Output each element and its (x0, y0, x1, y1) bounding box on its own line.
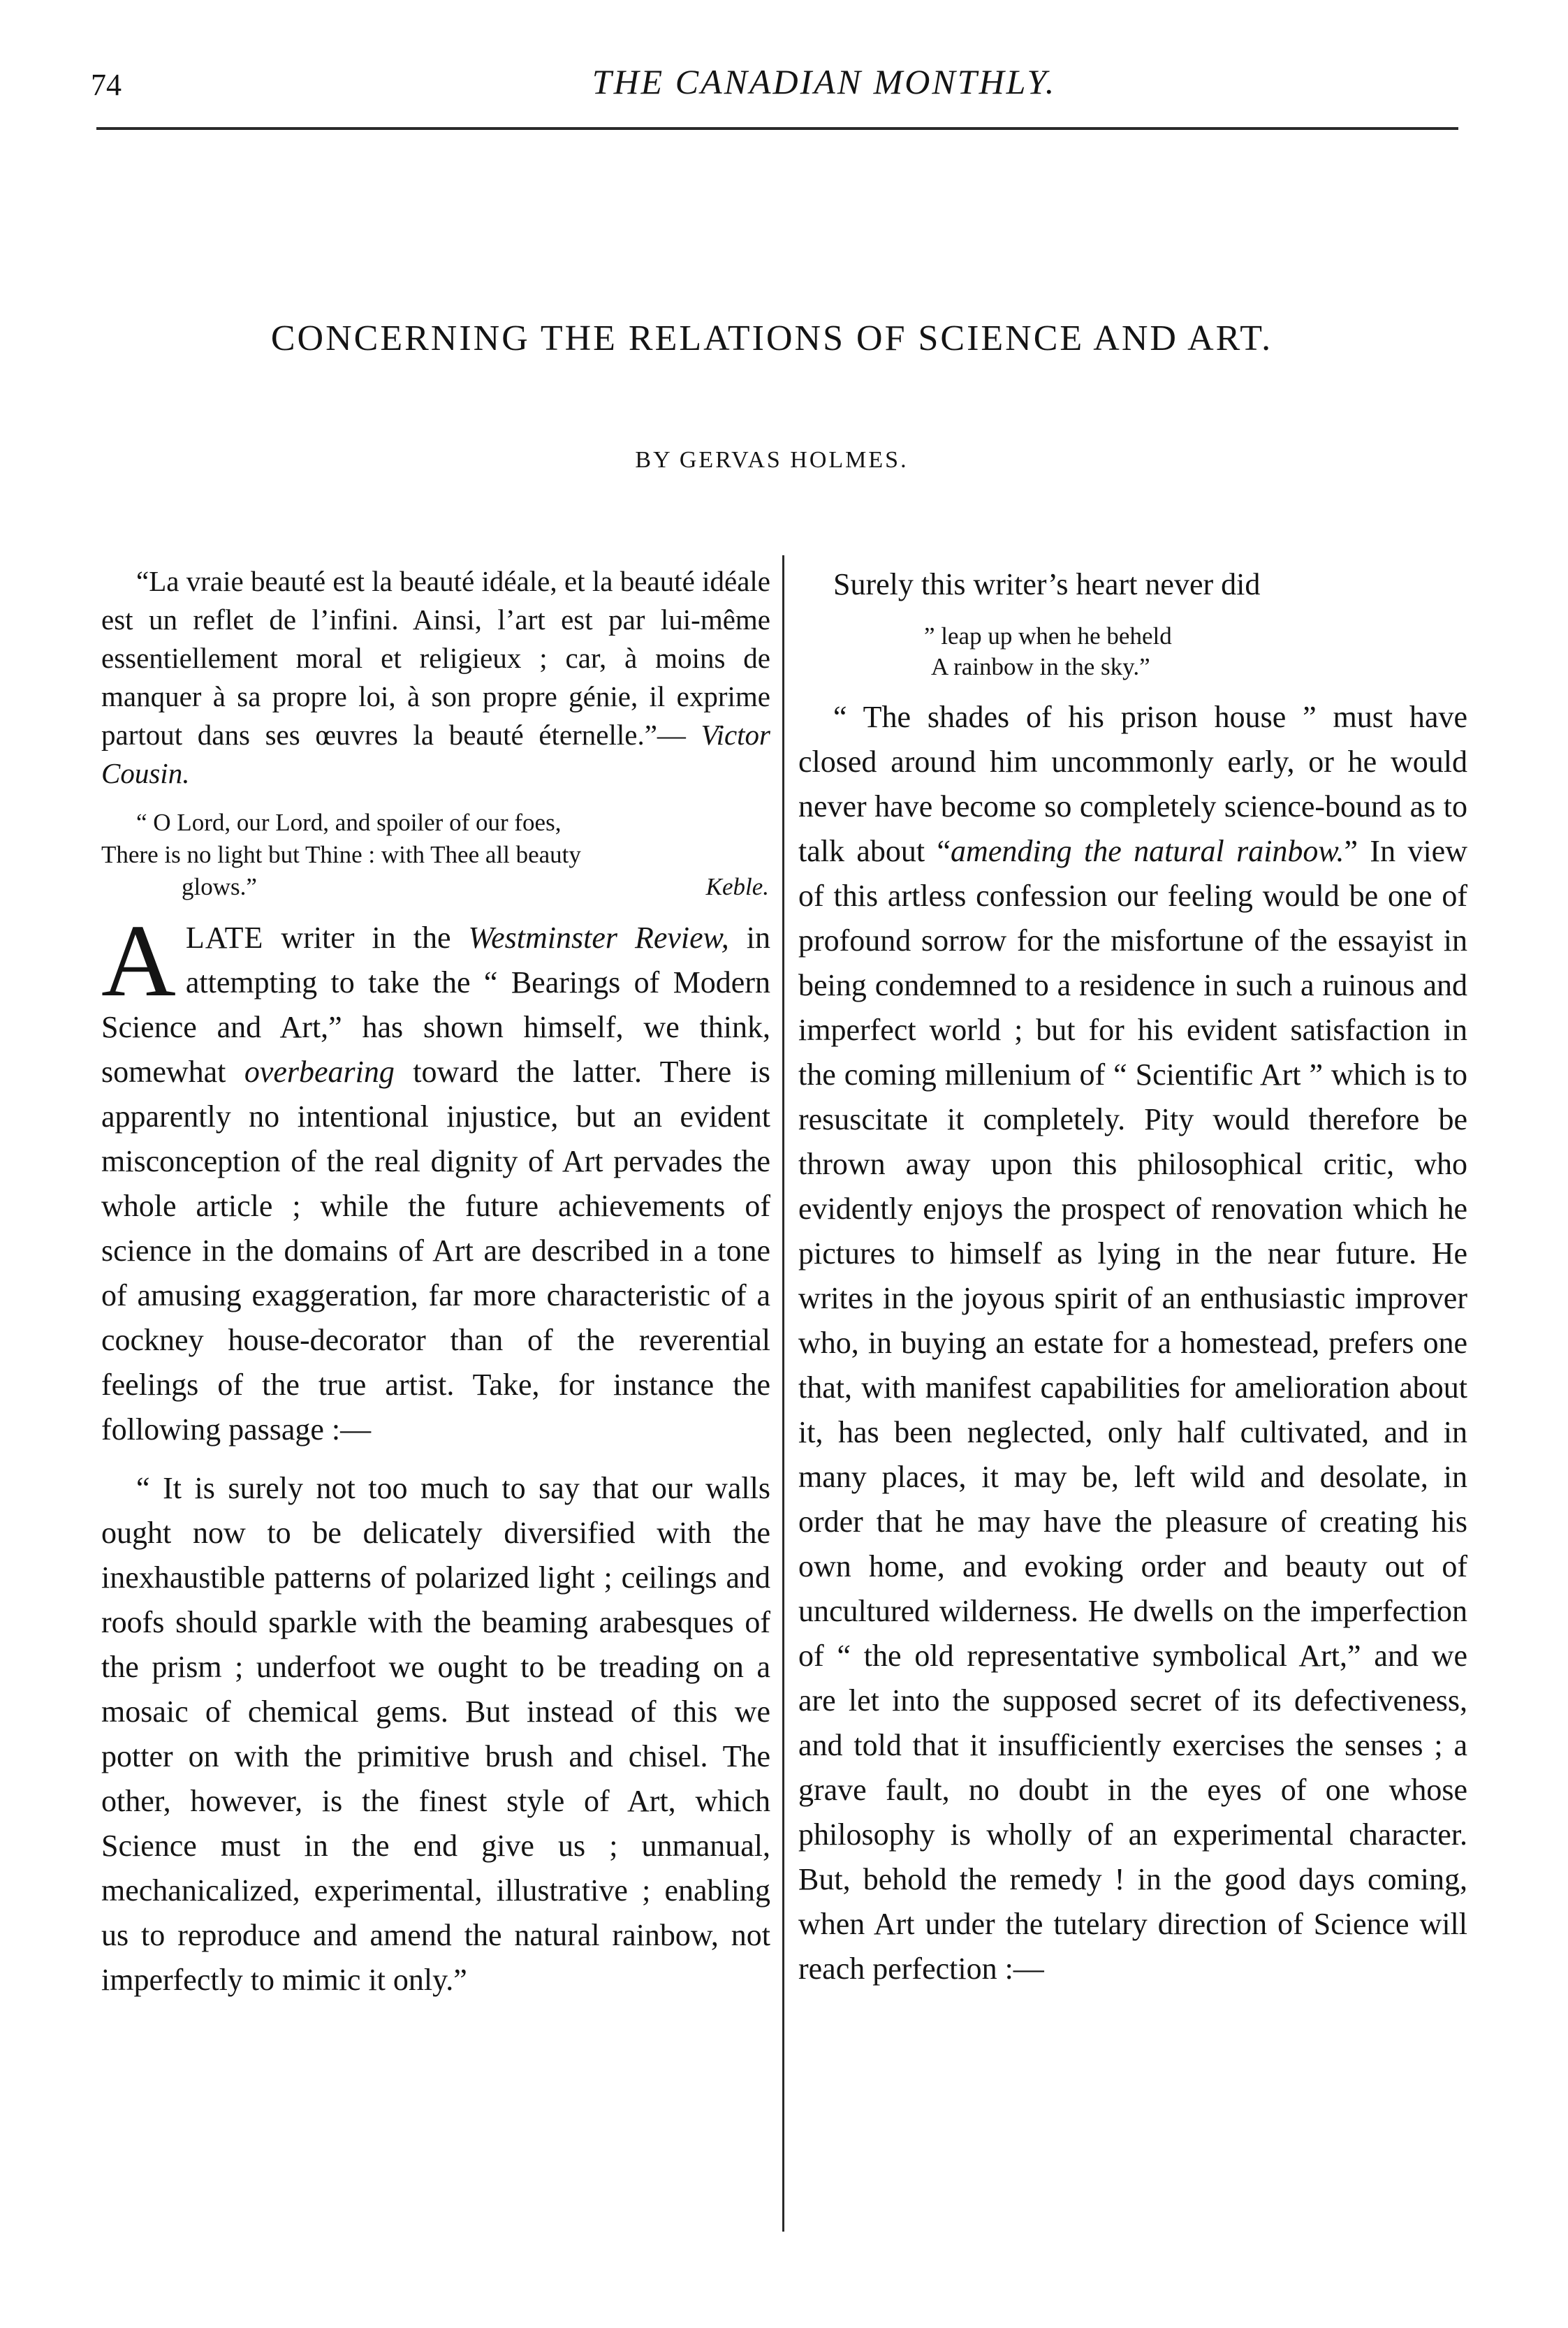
article-byline: BY GERVAS HOLMES. (635, 447, 909, 473)
emphasis-overbearing: overbearing (244, 1055, 395, 1089)
running-head: THE CANADIAN MONTHLY. (592, 62, 1057, 101)
right-paragraph-2 (798, 695, 1467, 1991)
rainbow-verse-line-2: A rainbow in the sky.” (931, 653, 1150, 680)
right-paragraph-2-b: ” In view of this artless confession our feeling would be one of profound sorrow for the misfortune of the essayist in being condemned to a residence in such a ruinous and imperfect world ; but for his evident satisfaction in the coming millenium of “ Scientific Art ” which is to resuscitate it completely. Pity would therefore be thrown away upon this philosophical critic, who evidently enjoys the prospect of renovation which he pictures to himself as lying in the near future. He writes in the joyous spirit of an enthusiastic improver who, in buying an estate for a homestead, prefers one that, with manifest capabilities for amelioration about it, has been neglected, only half cultivated, and in many places, it may be, left wild and desolate, in order that he may have the pleasure of creating his own home, and evoking order and beauty out of uncultured wilderness. He dwells on the imperfection of “ the old representative symbolical Art,” and we are let into the supposed secret of its defectiveness, and told that it insufficiently exercises the senses ; a grave fault, no doubt in the eyes of one whose philosophy is wholly of an experimental character. But, behold the remedy ! in the good days coming, when Art under the tutelary direction of Science will reach perfection :— (798, 834, 1467, 1986)
right-paragraph-1: Surely this writer’s heart never did (833, 567, 1261, 601)
rainbow-verse-line-1: ” leap up when he beheld (924, 622, 1172, 650)
opening-text-c: toward the latter. There is apparently no intentional injustice, but an evident misconception of the real dignity of Art pervades the whole article ; while the future achievements of science in the domains of Art are described in a tone of amusing exaggeration, far more characteristic of a cockney house-decorator than of the reverential feelings of the true artist. Take, for instance the following passage :— (101, 1055, 770, 1447)
keble-epigraph (101, 807, 770, 903)
right-paragraph-2-a: “ The shades of his prison house ” must have closed around him uncommonly early, or he would never have become so completely science-bound as to talk about “ (798, 700, 1467, 868)
journal-name: Westminster Review, (468, 921, 729, 955)
keble-author: Keble. (705, 873, 769, 900)
french-epigraph-text: “La vraie beauté est la beauté idéale, et la beauté idéale est un reflet de l’infini. Ainsi, l’art est par lui-même essentiellement moral et religieux ; car, à moins de manquer à sa propre loi, à son propre génie, il exprime partout dans ses œuvres la beauté éternelle.”— (101, 565, 770, 751)
quoted-passage: “ It is surely not too much to say that our walls ought now to be delicately diversified with the inexhaustible patterns of polarized light ; ceilings and roofs should sparkle with the beaming arabesques of the prism ; underfoot we ought to be treading on a mosaic of chemical gems. But instead of this we potter on with the primitive brush and chisel. The other, however, is the finest style of Art, which Science must in the end give us ; unmanual, mechanicalized, experimental, illustrative ; enabling us to reproduce and amend the natural rainbow, not imperfectly to mimic it only.” (101, 1471, 770, 1997)
opening-paragraph (101, 904, 770, 1452)
french-epigraph-attribution: Victor Cousin. (101, 719, 771, 789)
left-column (101, 562, 770, 2016)
french-epigraph (101, 562, 770, 793)
drop-cap: A (101, 904, 176, 1018)
opening-lead-words: LATE (185, 921, 264, 955)
keble-line-3 (182, 871, 770, 903)
rainbow-verse (924, 621, 1467, 682)
article-title: CONCERNING THE RELATIONS OF SCIENCE AND ART. (270, 319, 1273, 358)
opening-text-b: in attempting to take the “ Bearings of Modern Science and Art,” has shown himself, we think, somewhat (101, 921, 770, 1089)
page-number: 74 (91, 68, 122, 102)
header-rule (96, 127, 1458, 130)
keble-line-3-text: glows.” (182, 873, 257, 900)
keble-line-1: “ O Lord, our Lord, and spoiler of our foes, (136, 809, 562, 836)
emphasis-amending: amending the natural rainbow. (951, 834, 1344, 868)
opening-text-a: writer in the (263, 921, 469, 955)
column-divider (782, 555, 784, 2232)
right-column (798, 562, 1467, 2005)
keble-line-2: There is no light but Thine : with Thee all beauty (101, 841, 581, 868)
page-header (91, 61, 1453, 124)
